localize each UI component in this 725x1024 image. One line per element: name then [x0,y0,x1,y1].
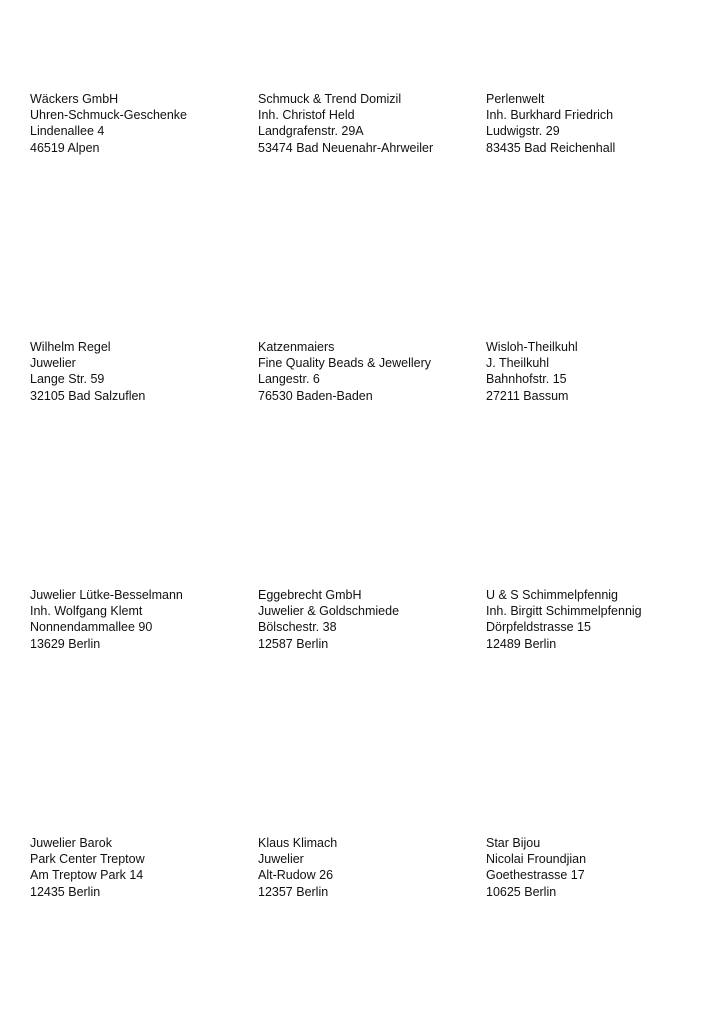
recipient-name: Katzenmaiers [258,340,335,354]
recipient-detail: Uhren-Schmuck-Geschenke [30,108,188,123]
address-label [258,91,473,156]
postal-city: 13629 Berlin [30,636,101,651]
postal-city: 12357 Berlin [258,884,329,899]
address-label [258,835,473,900]
street-address: Bölschestr. 38 [258,620,337,635]
recipient-detail: Inh. Burkhard Friedrich [486,108,614,123]
recipient-name: Eggebrecht GmbH [258,588,362,602]
recipient-name: Wisloh-Theilkuhl [486,340,578,354]
postal-city: 46519 Alpen [30,140,100,155]
address-label [486,835,701,900]
street-address: Lange Str. 59 [30,372,105,387]
postal-city: 83435 Bad Reichenhall [486,140,616,155]
street-address: Langestr. 6 [258,372,320,387]
recipient-detail: Inh. Birgitt Schimmelpfennig [486,604,642,619]
street-address: Nonnendammallee 90 [30,620,153,635]
street-address: Landgrafenstr. 29A [258,124,364,139]
recipient-name: Star Bijou [486,836,541,850]
recipient-detail: J. Theilkuhl [486,356,549,371]
address-label [486,91,701,156]
address-label [486,339,701,404]
recipient-name: Perlenwelt [486,92,545,106]
recipient-name: Juwelier Barok [30,836,112,850]
recipient-detail: Juwelier [30,356,76,371]
postal-city: 10625 Berlin [486,884,557,899]
address-label [258,587,473,652]
postal-city: 53474 Bad Neuenahr-Ahrweiler [258,140,434,155]
postal-city: 76530 Baden-Baden [258,388,373,403]
recipient-detail: Park Center Treptow [30,852,145,867]
recipient-name: U & S Schimmelpfennig [486,588,619,602]
street-address: Alt-Rudow 26 [258,868,334,883]
recipient-detail: Nicolai Froundjian [486,852,587,867]
address-label [30,587,245,652]
recipient-name: Wilhelm Regel [30,340,111,354]
address-label [30,339,245,404]
address-label [30,91,245,156]
postal-city: 27211 Bassum [486,388,569,403]
recipient-name: Klaus Klimach [258,836,338,850]
street-address: Ludwigstr. 29 [486,124,560,139]
postal-city: 12489 Berlin [486,636,557,651]
postal-city: 12587 Berlin [258,636,329,651]
recipient-detail: Inh. Wolfgang Klemt [30,604,143,619]
street-address: Goethestrasse 17 [486,868,585,883]
street-address: Dörpfeldstrasse 15 [486,620,591,635]
recipient-detail: Juwelier [258,852,304,867]
street-address: Bahnhofstr. 15 [486,372,567,387]
recipient-name: Schmuck & Trend Domizil [258,92,402,106]
postal-city: 12435 Berlin [30,884,101,899]
postal-city: 32105 Bad Salzuflen [30,388,146,403]
recipient-name: Juwelier Lütke-Besselmann [30,588,183,602]
address-label [258,339,473,404]
recipient-detail: Inh. Christof Held [258,108,355,123]
address-label [30,835,245,900]
recipient-detail: Juwelier & Goldschmiede [258,604,400,619]
street-address: Am Treptow Park 14 [30,868,144,883]
street-address: Lindenallee 4 [30,124,105,139]
recipient-detail: Fine Quality Beads & Jewellery [258,356,431,371]
recipient-name: Wäckers GmbH [30,92,119,106]
address-label [486,587,701,652]
